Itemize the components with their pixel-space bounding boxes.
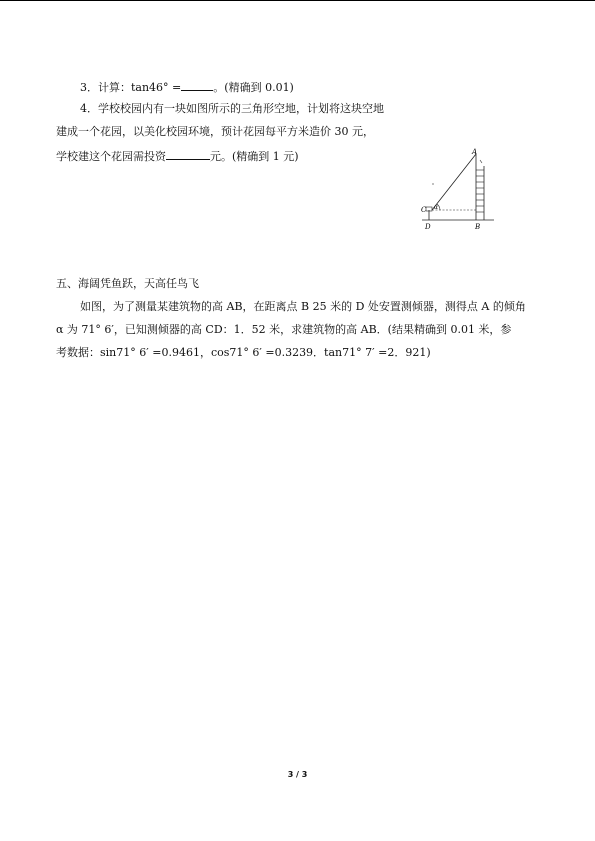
problem-3-suffix: 。(精确到 0.01) — [213, 81, 294, 94]
geometry-figure — [420, 146, 498, 232]
answer-blank-4 — [166, 148, 210, 160]
top-rule — [0, 0, 595, 1]
label-alpha: α — [434, 204, 439, 211]
problem-3 — [80, 79, 294, 95]
building-rungs — [476, 170, 484, 212]
label-b: B — [475, 223, 481, 231]
section-5-paragraph-line-2: α 为 71° 6′，已知测倾器的高 CD：1．52 米，求建筑物的高 AB．(结果精确到 0.01 米，参 — [56, 323, 512, 336]
stray-dot — [432, 183, 433, 184]
page-number: 3 / 3 — [287, 770, 308, 779]
problem-4-line-3-start: 学校建这个花园需投资 — [56, 150, 166, 163]
sight-line — [432, 154, 476, 210]
problem-4-line-3-end: 元。(精确到 1 元) — [210, 150, 299, 163]
answer-blank-3 — [181, 79, 213, 91]
section-5-paragraph-line-3: 考数据：sin71° 6′ =0.9461，cos71° 6′ =0.3239．tan71° 7′ =2．921) — [56, 346, 431, 359]
label-c: C — [421, 206, 427, 214]
label-a: A — [472, 148, 478, 156]
section-5-heading: 五、海阔凭鱼跃，天高任鸟飞 — [56, 277, 199, 290]
problem-4-line-2: 建成一个花园，以美化校园环境，预计花园每平方米造价 30 元， — [56, 125, 374, 138]
problem-4-line-1: 4．学校校园内有一块如图所示的三角形空地，计划将这块空地 — [80, 102, 384, 115]
tick-mark — [480, 160, 482, 163]
problem-3-text: 3．计算：tan46° = — [80, 81, 182, 94]
section-5-paragraph-line-1: 如图，为了测量某建筑物的高 AB，在距离点 B 25 米的 D 处安置测倾器，测得点 A 的倾角 — [80, 300, 526, 313]
problem-4-line-3 — [56, 148, 299, 164]
label-d: D — [425, 223, 431, 231]
